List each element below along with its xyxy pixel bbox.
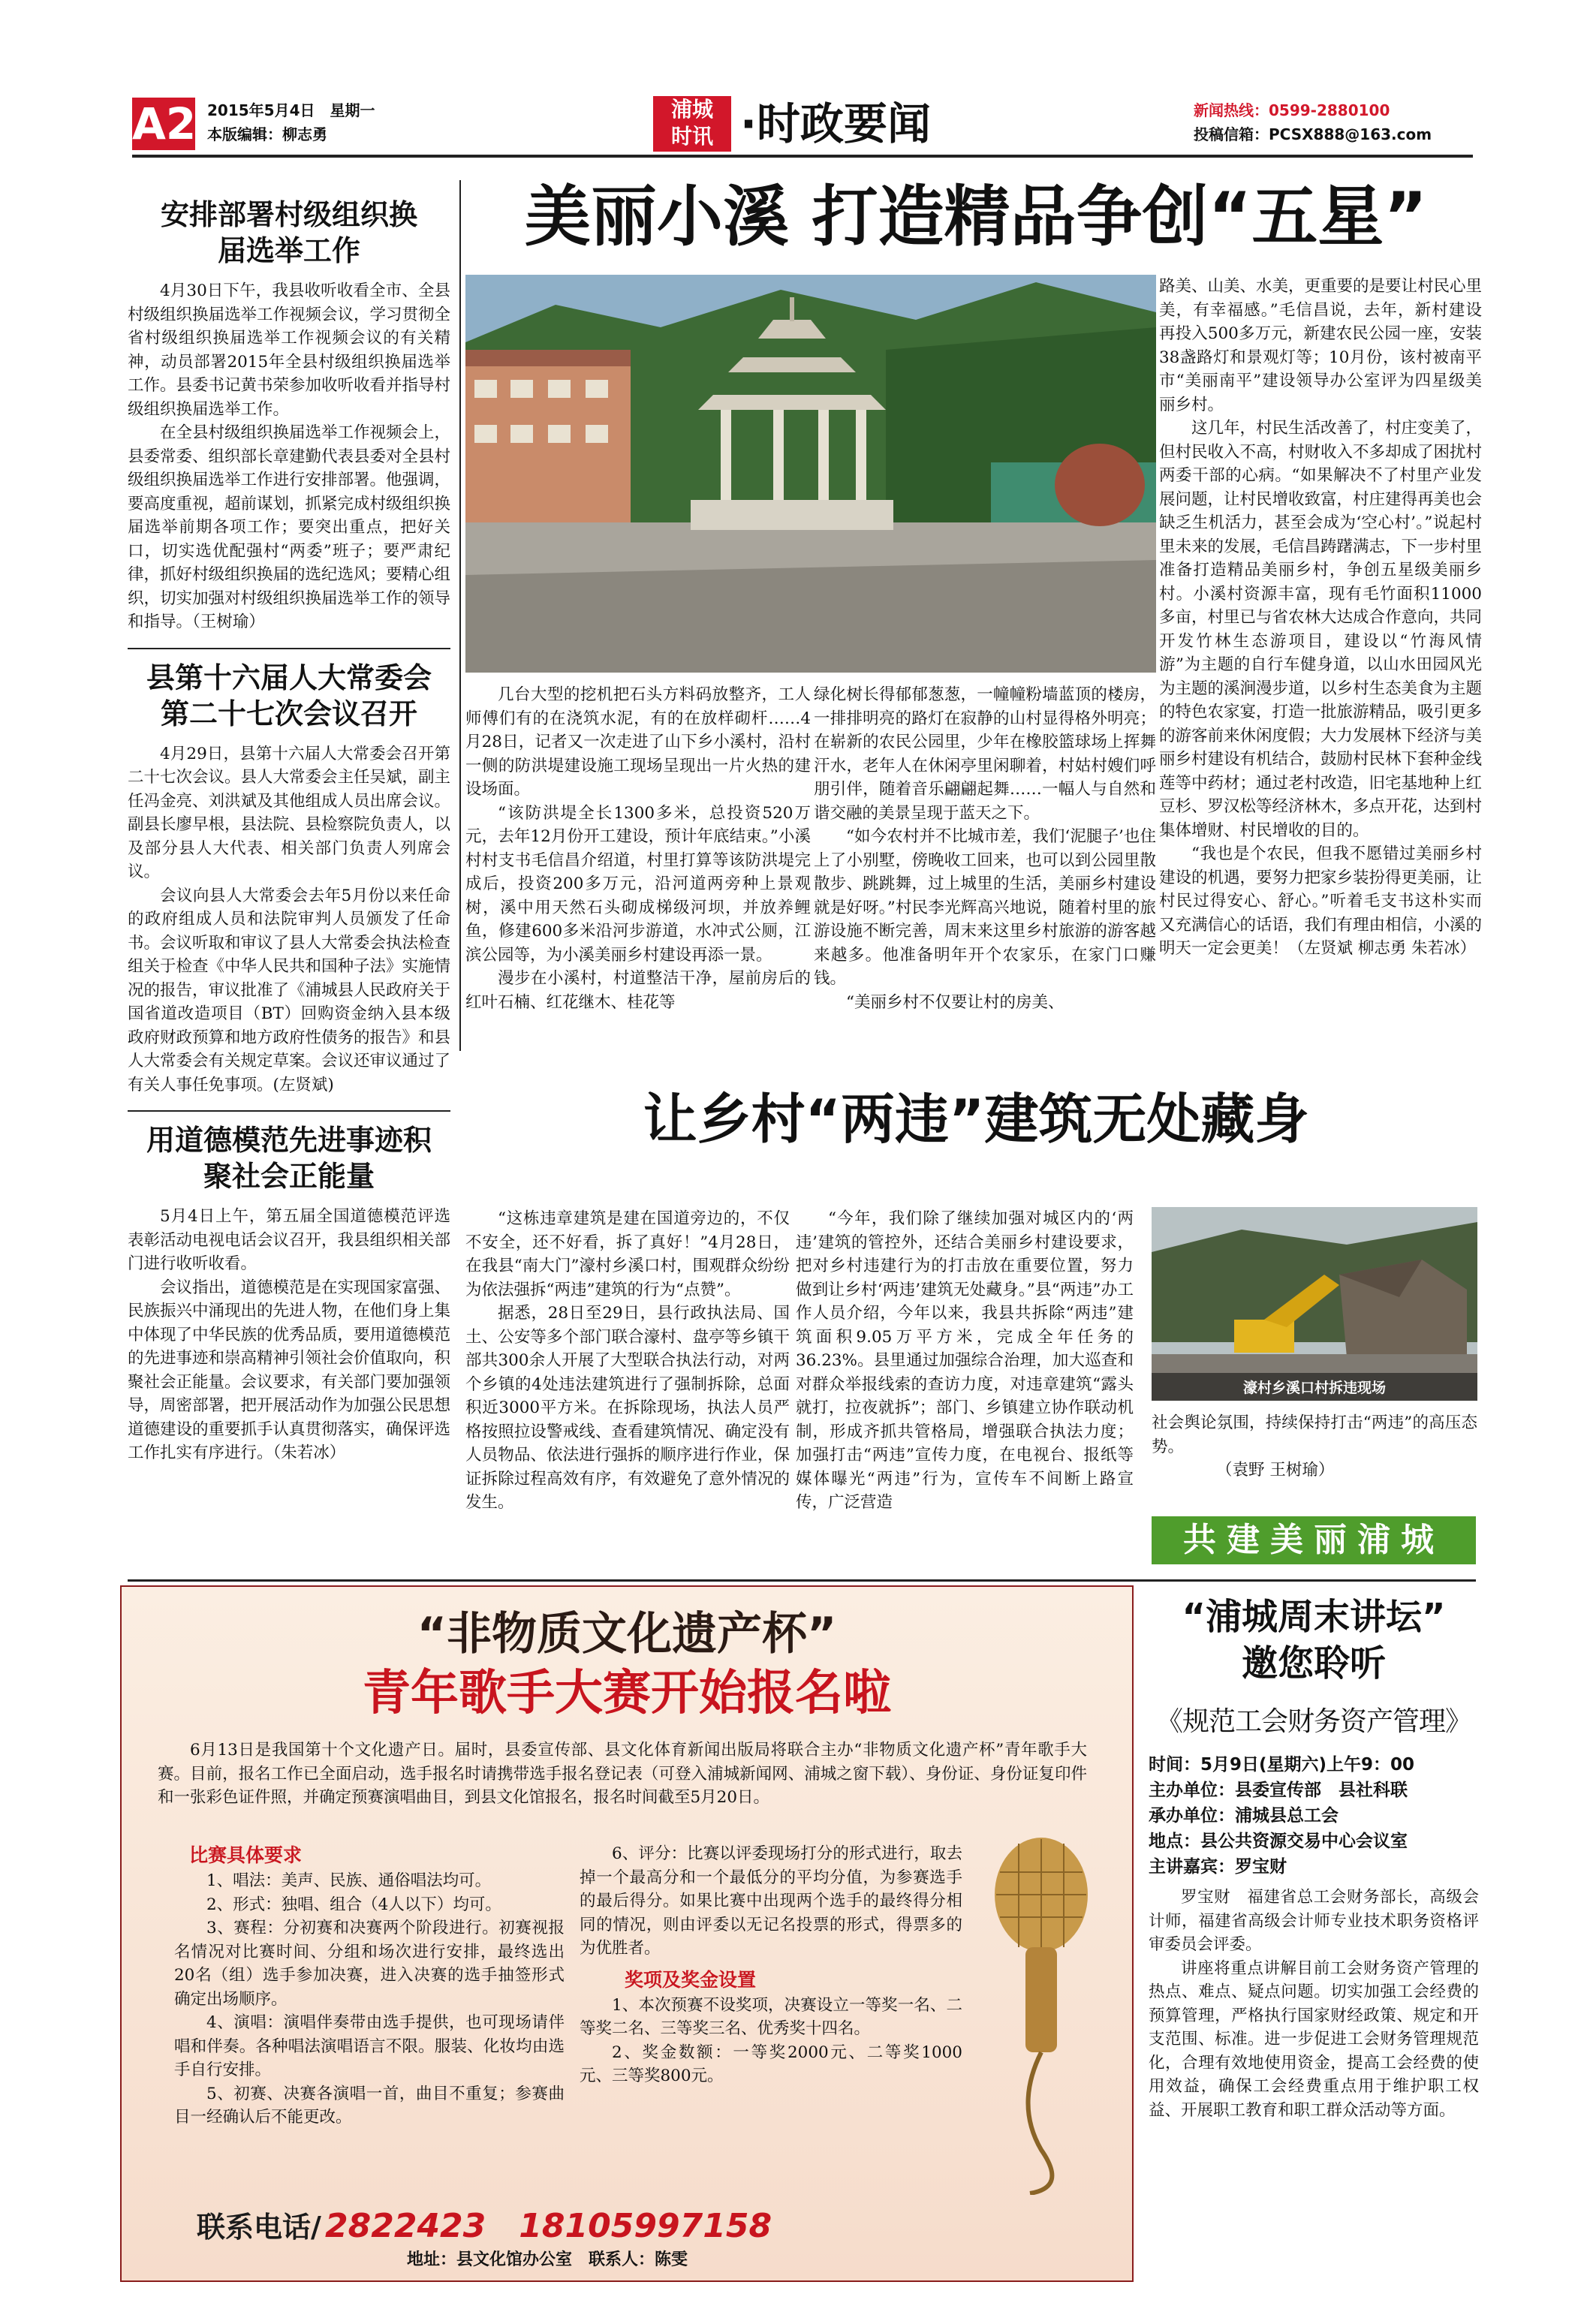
left-column [128, 197, 450, 1465]
requirement-item: 5、初赛、决赛各演唱一首，曲目不重复；参赛曲目一经确认后不能更改。 [174, 2084, 565, 2127]
main-column-3 [1159, 275, 1482, 961]
info-line: 地点：县公共资源交易中心会议室 [1149, 1832, 1408, 1851]
main-column-2 [814, 683, 1156, 1014]
article-title: 县第十六届人大常委会第二十七次会议召开 [146, 661, 432, 730]
paragraph: 社会舆论氛围，持续保持打击“两违”的高压态势。 [1152, 1413, 1477, 1456]
ad-intro [158, 1739, 1087, 1810]
article-body [128, 1205, 450, 1465]
paragraph: 几台大型的挖机把石头方料码放整齐，工人师傅们有的在浇筑水泥，有的在放样砌杆……4月28日，记者又一次走进了山下乡小溪村，沿村一侧的防洪堤建设施工现场呈现出一片火热的建设场面。 [465, 685, 811, 799]
ad-scoring [580, 1842, 962, 2088]
requirement-item: 2、形式：独唱、组合（4人以下）均可。 [206, 1895, 501, 1914]
requirement-item: 1、唱法：美声、民族、通俗唱法均可。 [206, 1871, 492, 1890]
brand-top: 浦城 [670, 97, 713, 122]
divider [128, 648, 450, 649]
email: 投稿信箱：PCSX888@163.com [1194, 125, 1432, 143]
column-divider [459, 180, 461, 1051]
singing-contest-ad [120, 1585, 1134, 2282]
info-line: 时间：5月9日(星期六)上午9：00 [1149, 1755, 1415, 1775]
paragraph: 罗宝财 福建省总工会财务部长，高级会计师，福建省高级会计师专业技术职务资格评审委员会评委。 [1149, 1888, 1479, 1954]
demolition-photo [1152, 1207, 1477, 1401]
ad-contact [197, 2205, 947, 2247]
section-title: ·时政要闻 [740, 98, 932, 149]
date-line: 2015年5月4日 星期一 [207, 101, 375, 119]
paragraph: “这栋违章建筑是建在国道旁边的，不仅不安全，还不好看，拆了真好！”4月28日，在我县“南大门”濠村乡溪口村，围观群众纷纷为依法强拆“两违”建筑的行为“点赞”。 [465, 1209, 790, 1299]
header-rule [132, 155, 1473, 158]
ad-address: 地址：县文化馆办公室 联系人：陈雯 [407, 2250, 688, 2269]
main-column-1 [465, 683, 811, 1014]
phone-numbers: 2822423 18105997158 [324, 2207, 772, 2245]
brand-badge [653, 96, 731, 152]
ad-title: “非物质文化遗产杯” [417, 1608, 837, 1660]
paragraph: 5月4日上午，第五届全国道德模范评选表彰活动电视电话会议召开，我县组织相关部门进行收听收看。 [128, 1207, 451, 1273]
pavilion-image [465, 275, 1156, 673]
brand-bottom: 时讯 [670, 124, 713, 149]
paragraph: 路美、山美、水美，更重要的是要让村民心里美，有幸福感。”毛信昌说，去年，新村建设再投入500多万元，新建农民公园一座，安装38盏路灯和景观灯等；10月份，该村被南平市“美丽南平”建设领导办公室评为四星级美丽乡村。 [1159, 277, 1483, 414]
paragraph: 绿化树长得郁郁葱葱，一幢幢粉墙蓝顶的楼房，一排排明亮的路灯在寂静的山村显得格外明亮；在崭新的农民公园里，少年在橡胶篮球场上挥舞汗水，老年人在休闲亭里闲聊着，村姑村嫂们呼朋引伴，随着音乐翩翩起舞……一幅人与自然和谐交融的美景呈现于蓝天之下。 [814, 685, 1156, 823]
paragraph: “如今农村并不比城市差，我们‘泥腿子’也住上了小别墅，傍晚收工回来，也可以到公园里散散步、跳跳舞，过上城里的生活，美丽乡村建设就是好呀。”村民李光辉高兴地说，随着村里的旅游设施不断完善，周末来这里乡村旅游的游客越来越多。他准备明年开个农家乐，在家门口赚钱。 [814, 827, 1156, 988]
info-line: 主办单位：县委宣传部 县社科联 [1149, 1781, 1408, 1800]
paragraph: 4月30日下午，我县收听收看全市、全县村级组织换届选举工作视频会议，学习贯彻全省村级组织换届选举工作视频会议的有关精神，动员部署2015年全县村级组织换届选举工作。县委书记黄书荣参加收听收看并指导村级组织换届选举工作。 [128, 281, 451, 419]
main-headline: 美丽小溪 打造精品争创“五星” [524, 178, 1428, 255]
ad-subtitle: 青年歌手大赛开始报名啦 [363, 1666, 891, 1721]
second-column-2 [796, 1207, 1134, 1515]
pavilion-photo [465, 275, 1156, 673]
microphone-icon [970, 1835, 1113, 2195]
second-column-3 [1152, 1411, 1477, 1483]
prize-item: 1、本次预赛不设奖项，决赛设立一等奖一名、二等奖二名、三等奖三名、优秀奖十四名。 [580, 1995, 962, 2038]
paragraph: 讲座将重点讲解目前工会财务资产管理的热点、难点、疑点问题。切实加强工会经费的预算管理，严格执行国家财经政策、规定和开支范围、标准。进一步促进工会财务管理规范化，合理有效地使用资金，提高工会经费的使用效益，确保工会经费重点用于维护职工权益、开展职工教育和职工群众活动等方面。 [1149, 1958, 1479, 2120]
paragraph: 会议指出，道德模范是在实现国家富强、民族振兴中涌现出的先进人物，在他们身上集中体现了中华民族的优秀品质，要用道德模范的先进事迹和崇高精神引领社会价值取向，积聚社会正能量。会议要求，有关部门要加强领导，周密部署，把开展活动作为加强公民思想道德建设的重要抓手认真贯彻落实，确保评选工作扎实有序进行。（朱若冰） [128, 1278, 451, 1462]
article-title: 用道德模范先进事迹积聚社会正能量 [146, 1124, 432, 1193]
article-body [128, 279, 450, 634]
lecture-box [1149, 1594, 1479, 2122]
second-headline: 让乡村“两违”建筑无处藏身 [643, 1088, 1309, 1151]
paragraph: 会议向县人大常委会去年5月份以来任命的政府组成人员和法院审判人员颁发了任命书。会议听取和审议了县人大常委会执法检查组关于检查《中华人民共和国种子法》实施情况的报告，审议批准了《浦城县人民政府关于国省道改造项目（BT）回购资金纳入县本级政府财政预算和地方政府性债务的报告》和县人大常委会有关规定草案。会议还审议通过了有关人事任免事项。(左贤斌) [128, 886, 451, 1094]
page-number: A2 [132, 98, 197, 149]
paragraph: 这几年，村民生活改善了，村庄变美了，但村民收入不高，村财收入不多却成了困扰村两委干部的心病。“如果解决不了村里产业发展问题，让村民增收致富，村庄建得再美也会缺乏生机活力，甚至会成为‘空心村’。”说起村里未来的发展，毛信昌踌躇满志，下一步村里准备打造精品美丽乡村，争创五星级美丽乡村。小溪村资源丰富，现有毛竹面积11000多亩，村里已与省农林大达成合作意向，共同开发竹林生态游项目，建设以“竹海风情游”为主题的自行车健身道，以山水田园风光为主题的溪涧漫步道，以乡村生态美食为主题的特色农家宴，打造一批旅游精品，吸引更多的游客前来休闲度假；大力发展林下经济与美丽乡村建设有机结合，鼓励村民林下套种金线莲等中药材；通过老村改造，旧宅基地种上红豆杉、罗汉松等经济林木，多点开花，达到村集体增财、村民增收的目的。 [1159, 419, 1483, 840]
photo-caption: 濠村乡溪口村拆违现场 [1152, 1373, 1477, 1401]
lecture-body [1149, 1886, 1479, 2122]
paragraph: 6月13日是我国第十个文化遗产日。届时，县委宣传部、县文化体育新闻出版局将联合主办“非物质文化遗产杯”青年歌手大赛。目前，报名工作已全面启动，选手报名时请携带选手报名登记表（可登入浦城新闻网、浦城之窗下载）、身份证、身份证复印件和一张彩色证件照，并确定预赛演唱曲目，到县文化馆报名，报名时间截至5月20日。 [158, 1741, 1087, 1807]
info-line: 主讲嘉宾：罗宝财 [1149, 1857, 1287, 1877]
paragraph: “该防洪堤全长1300多米，总投资520万元，去年12月份开工建设，预计年底结束。”小溪村村支书毛信昌介绍道，村里打算等该防洪堤完成后，投资200多万元，沿河道两旁种上景观树，溪中用天然石头砌成梯级河坝，并放养鲤鱼，修建600多米沿河步游道，水冲式公厕，江滨公园等，为小溪美丽乡村建设再添一景。 [465, 803, 811, 965]
lecture-title: “浦城周末讲坛” [1182, 1596, 1446, 1638]
article-body [128, 742, 450, 1097]
paragraph: 6、评分：比赛以评委现场打分的形式进行，取去掉一个最高分和一个最低分的平均分值，为参赛选手的最后得分。如果比赛中出现两个选手的最终得分相同的情况，则由评委以无记名投票的形式，得票多的为优胜者。 [580, 1844, 962, 1958]
article-title: 安排部署村级组织换届选举工作 [160, 198, 417, 267]
prize-item: 2、奖金数额：一等奖2000元、二等奖1000元、三等奖800元。 [580, 2043, 962, 2085]
lecture-info [1149, 1752, 1479, 1880]
hotline: 新闻热线：0599-2880100 [1194, 101, 1390, 119]
editor-line: 本版编辑：柳志勇 [207, 125, 327, 143]
divider [128, 1110, 450, 1112]
requirements-title: 比赛具体要求 [189, 1844, 303, 1866]
paragraph: “我也是个农民，但我不愿错过美丽乡村建设的机遇，要努力把家乡装扮得更美丽，让村民过得安心、舒心。”听着毛支书这朴实而又充满信心的话语，我们有理由相信，小溪的明天一定会更美！（左贤斌 柳志勇 朱若冰） [1159, 844, 1483, 958]
paragraph: （袁野 王树瑜） [1216, 1461, 1335, 1480]
lecture-topic: 《规范工会财务资产管理》 [1155, 1706, 1471, 1737]
requirement-item: 4、演唱：演唱伴奏带由选手提供，也可现场请伴唱和伴奏。各种唱法演唱语言不限。服装、化妆均由选手自行安排。 [174, 2013, 565, 2079]
requirement-item: 3、赛程：分初赛和决赛两个阶段进行。初赛视报名情况对比赛时间、分组和场次进行安排，最终选出20名（组）选手参加决赛，进入决赛的选手抽签形式确定出场顺序。 [174, 1919, 565, 2009]
prize-title: 奖项及奖金设置 [625, 1968, 757, 1991]
paragraph: 漫步在小溪村，村道整洁干净，屋前房后的红叶石楠、红花继木、桂花等 [465, 969, 811, 1012]
demolition-image [1152, 1207, 1477, 1401]
paragraph: “美丽乡村不仅要让村的房美、 [846, 992, 1065, 1012]
paragraph: “今年，我们除了继续加强对城区内的‘两违’建筑的管控外，还结合美丽乡村建设要求，把对乡村违建行为的打击放在重要位置，努力做到让乡村‘两违’建筑无处藏身。”县“两违”办工作人员介绍，今年以来，我县共拆除“两违”建筑面积9.05万平方米，完成全年任务的36.23%。县里通过加强综合治理，加大巡查和对群众举报线索的查访力度，对违章建筑“露头就打，拉夜就拆”；部门、乡镇建立协作联动机制，形成齐抓共管格局，增强联合执法力度；加强打击“两违”宣传力度，在电视台、报纸等媒体曝光“两违”行为，宣传车不间断上路宣传，广泛营造 [796, 1209, 1134, 1512]
bottom-rule [128, 1579, 1476, 1582]
paragraph: 据悉，28日至29日，县行政执法局、国土、公安等多个部门联合濠村、盘亭等乡镇干部共300余人开展了大型联合执法行动，对两个乡镇的4处违法建筑进行了强制拆除，总面积近3000平方米。在拆除现场，执法人员严格按照拉设警戒线、查看建筑情况、确定没有人员物品、依法进行强拆的顺序进行作业，保证拆除过程高效有序，有效避免了意外情况的发生。 [465, 1304, 790, 1512]
ad-requirements [174, 1842, 565, 2130]
slogan-banner: 共建美丽浦城 [1152, 1516, 1476, 1564]
paragraph: 4月29日，县第十六届人大常委会召开第二十七次会议。县人大常委会主任吴斌，副主任冯金亮、刘洪斌及其他组成人员出席会议。副县长廖早根，县法院、县检察院负责人，以及部分县人大代表、相关部门负责人列席会议。 [128, 744, 451, 881]
phone-label: 联系电话/ [197, 2211, 321, 2244]
paragraph: 在全县村级组织换届选举工作视频会上，县委常委、组织部长章建勤代表县委对全县村级组织换届选举工作进行安排部署。他强调，要高度重视，超前谋划，抓紧完成村级组织换届选举前期各项工作；要突出重点，把好关口，切实选优配强村“两委”班子；要严肃纪律，抓好村级组织换届的选纪选风；要精心组织，切实加强对村级组织换届选举工作的领导和指导。（王树瑜） [128, 423, 451, 631]
info-line: 承办单位：浦城县总工会 [1149, 1806, 1339, 1826]
lecture-subtitle: 邀您聆听 [1241, 1642, 1386, 1684]
second-column-1 [465, 1207, 790, 1515]
